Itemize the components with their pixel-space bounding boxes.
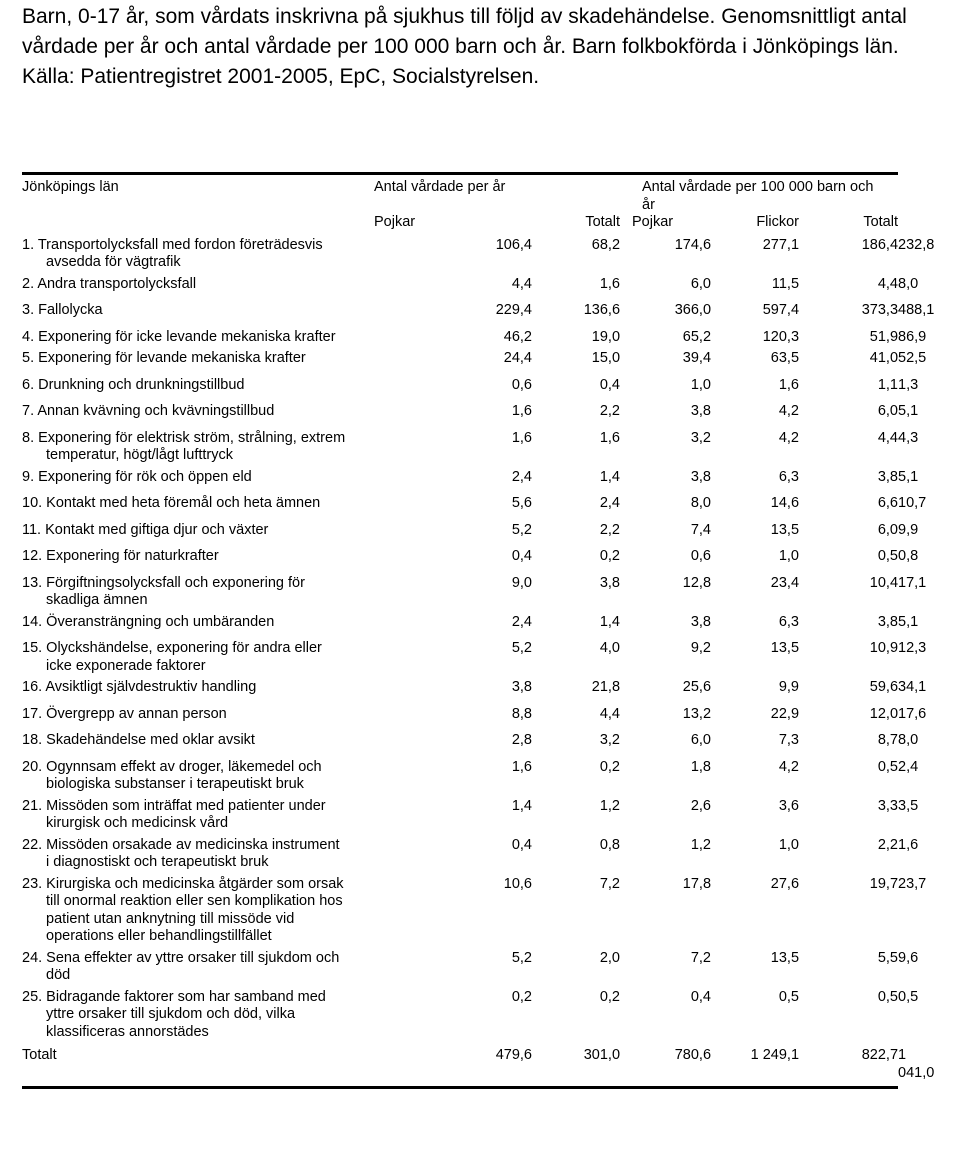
total-cell: 301,0 <box>583 1047 621 1063</box>
column-header: Totalt <box>863 214 899 230</box>
total-cell: 780,6 <box>674 1047 712 1063</box>
data-cell: 1,6 <box>599 275 621 292</box>
data-cell: 0,4 <box>690 988 712 1005</box>
data-cell: 0,5 <box>877 988 899 1005</box>
row-label: 18. Skadehändelse med oklar avsikt <box>22 732 255 748</box>
data-cell: 1,4 <box>599 613 621 630</box>
data-cell: 1,4 <box>511 797 532 814</box>
data-cell: 59,6 <box>869 679 899 695</box>
data-cell: 0,4 <box>511 548 532 564</box>
data-cell: 7,3 <box>778 732 800 748</box>
data-cell: 12,0 <box>869 705 899 722</box>
column-header: Totalt <box>585 214 621 230</box>
row-label: 23. Kirurgiska och medicinska åtgärder som orsak till onormal reaktion eller sen komplikation hos patient utan anknytning till missöde vid operations eller behandlingstillfället <box>22 875 344 944</box>
table-row: 24. Sena effekter av yttre orsaker till sjukdom och död 5,2 2,0 7,2 13,5 5,5 9,6 <box>22 950 898 989</box>
data-cell: 1,0 <box>778 548 800 564</box>
row-label: 15. Olyckshändelse, exponering för andra eller icke exponerade faktorer <box>22 640 322 674</box>
data-cell: 0,2 <box>511 988 532 1005</box>
data-cell: 5,2 <box>511 640 532 656</box>
row-label: 7. Annan kvävning och kvävningstillbud <box>22 403 275 419</box>
data-cell: 3,8 <box>690 468 712 485</box>
data-cell: 6,0 <box>690 732 712 748</box>
bottom-rule <box>22 1086 898 1089</box>
data-cell: 8,8 <box>511 705 532 722</box>
data-cell: 5,2 <box>511 949 532 966</box>
table-row: 9. Exponering för rök och öppen eld 2,4 1,4 3,8 6,3 3,8 5,1 <box>22 469 898 496</box>
data-cell: 2,2 <box>599 521 621 538</box>
table-row: 10. Kontakt med heta föremål och heta ämnen 5,6 2,4 8,0 14,6 6,6 10,7 <box>22 495 898 522</box>
column-header: Pojkar <box>632 214 674 230</box>
data-cell: 2,2 <box>877 836 899 853</box>
data-cell: 12,8 <box>682 574 712 591</box>
data-cell: 4,2 <box>778 403 800 419</box>
row-label: 20. Ogynnsam effekt av droger, läkemedel och biologiska substanser i terapeutiskt bruk <box>22 758 322 792</box>
row-label: 10. Kontakt med heta föremål och heta ämnen <box>22 495 321 511</box>
data-cell: 3,8 <box>690 613 712 630</box>
table-row: 8. Exponering för elektrisk ström, strålning, extrem temperatur, högt/lågt lufttryck 1,6 1,6 3,2 4,2 4,4 4,3 <box>22 430 898 469</box>
group-header-per-year: Antal vårdade per år <box>374 179 506 195</box>
row-label: 3. Fallolycka <box>22 302 103 318</box>
data-cell: 0,2 <box>599 548 621 564</box>
data-cell: 6,6 <box>877 495 899 511</box>
total-cell: 1 249,1 <box>750 1047 800 1063</box>
row-label: 16. Avsiktligt självdestruktiv handling <box>22 679 257 695</box>
data-cell: 27,6 <box>770 875 800 892</box>
data-cell: 3,6 <box>778 797 800 814</box>
row-label: 1. Transportolycksfall med fordon företrädesvis avsedda för vägtrafik <box>22 236 323 270</box>
data-cell: 0,5 <box>877 758 899 775</box>
data-cell: 0,4 <box>511 836 532 853</box>
data-cell: 366,0 <box>674 302 712 318</box>
data-cell: 1,0 <box>690 376 712 393</box>
data-cell: 597,4 <box>762 302 800 318</box>
data-cell: 9,2 <box>690 640 712 656</box>
row-label: 24. Sena effekter av yttre orsaker till sjukdom och död <box>22 949 340 983</box>
data-cell: 1,6 <box>511 429 532 446</box>
data-cell: 2,2 <box>599 403 621 419</box>
statistics-table <box>22 175 935 1084</box>
data-cell: 1,6 <box>599 429 621 446</box>
data-cell: 174,6 <box>674 236 712 253</box>
data-cell: 4,4 <box>511 275 532 292</box>
data-cell: 1,6 <box>778 376 800 393</box>
row-label: 17. Övergrepp av annan person <box>22 705 227 722</box>
table-row: 25. Bidragande faktorer som har samband med yttre orsaker till sjukdom och död, vilka klassificeras annorstädes 0,2 0,2 0,4 0,5 0,5 0,5 <box>22 989 898 1046</box>
data-cell: 2,4 <box>511 613 532 630</box>
table-row: 17. Övergrepp av annan person 8,8 4,4 13,2 22,9 12,0 17,6 <box>22 706 898 733</box>
table-row: 3. Fallolycka 229,4 136,6 366,0 597,4 373,3 488,1 <box>22 302 898 329</box>
data-cell: 6,3 <box>778 613 800 630</box>
data-cell: 1,2 <box>690 836 712 853</box>
column-header: Pojkar <box>374 214 416 230</box>
table-row: 2. Andra transportolycksfall 4,4 1,6 6,0 11,5 4,4 8,0 <box>22 276 898 303</box>
data-cell: 51,9 <box>869 328 899 345</box>
data-cell: 3,3 <box>877 797 899 814</box>
table-row: 20. Ogynnsam effekt av droger, läkemedel och biologiska substanser i terapeutiskt bruk 1,6 0,2 1,8 4,2 0,5 2,4 <box>22 759 898 798</box>
data-cell: 4,2 <box>778 758 800 775</box>
table-row: 11. Kontakt med giftiga djur och växter 5,2 2,2 7,4 13,5 6,0 9,9 <box>22 522 898 549</box>
data-cell: 3,8 <box>877 613 899 630</box>
data-cell: 3,8 <box>690 403 712 419</box>
data-cell: 6,0 <box>690 275 712 292</box>
data-cell: 3,8 <box>599 574 621 591</box>
data-cell: 0,8 <box>599 836 621 853</box>
data-cell: 19,7 <box>869 875 899 892</box>
table-row: 14. Överansträngning och umbäranden 2,4 1,4 3,8 6,3 3,8 5,1 <box>22 614 898 641</box>
table-row: 1. Transportolycksfall med fordon företrädesvis avsedda för vägtrafik 106,4 68,2 174,6 277,1 186,4 232,8 <box>22 237 898 276</box>
table-row: 6. Drunkning och drunkningstillbud 0,6 0,4 1,0 1,6 1,1 1,3 <box>22 377 898 404</box>
data-cell: 4,0 <box>599 640 621 656</box>
data-cell: 23,4 <box>770 574 800 591</box>
table-row: 21. Missöden som inträffat med patienter under kirurgisk och medicinsk vård 1,4 1,2 2,6 3,6 3,3 3,5 <box>22 798 898 837</box>
data-cell: 4,4 <box>877 429 899 446</box>
data-cell: 1,1 <box>877 376 899 393</box>
data-cell: 136,6 <box>583 302 621 318</box>
data-cell: 5,6 <box>511 495 532 511</box>
page-title: Barn, 0-17 år, som vårdats inskrivna på sjukhus till följd av skadehändelse. Genomsnittligt antal vårdade per år och antal vårdade per 100 000 barn och år. Barn folkbokförda i Jönköpings län. Källa: Patientregistret 2001-2005, EpC, Socialstyrelsen. <box>22 5 907 88</box>
region-header: Jönköpings län <box>22 179 119 195</box>
table-row: 13. Förgiftningsolycksfall och exponering för skadliga ämnen 9,0 3,8 12,8 23,4 10,4 17,1 <box>22 575 898 614</box>
table-row: 5. Exponering för levande mekaniska krafter 24,4 15,0 39,4 63,5 41,0 52,5 <box>22 350 898 377</box>
data-cell: 7,2 <box>599 875 621 892</box>
row-label: 21. Missöden som inträffat med patienter under kirurgisk och medicinsk vård <box>22 797 326 831</box>
statistics-table-container <box>22 172 935 1089</box>
data-cell: 17,8 <box>682 875 712 892</box>
data-cell: 13,5 <box>770 521 800 538</box>
table-body <box>22 236 935 1046</box>
row-label: 22. Missöden orsakade av medicinska instrument i diagnostiskt och terapeutiskt bruk <box>22 836 340 870</box>
data-cell: 3,8 <box>511 679 532 695</box>
data-cell: 373,3 <box>861 302 899 318</box>
data-cell: 3,2 <box>690 429 712 446</box>
data-cell: 21,8 <box>591 679 621 695</box>
data-cell: 46,2 <box>503 328 532 345</box>
data-cell: 0,5 <box>877 548 899 564</box>
table-row: 16. Avsiktligt självdestruktiv handling 3,8 21,8 25,6 9,9 59,6 34,1 <box>22 679 898 706</box>
data-cell: 39,4 <box>682 350 712 366</box>
row-label: 5. Exponering för levande mekaniska krafter <box>22 350 306 366</box>
data-cell: 229,4 <box>495 302 532 318</box>
table-row: 7. Annan kvävning och kvävningstillbud 1,6 2,2 3,8 4,2 6,0 5,1 <box>22 403 898 430</box>
data-cell: 65,2 <box>682 328 712 345</box>
table-row: 22. Missöden orsakade av medicinska instrument i diagnostiskt och terapeutiskt bruk 0,4 0,8 1,2 1,0 2,2 1,6 <box>22 837 898 876</box>
table-row: 18. Skadehändelse med oklar avsikt 2,8 3,2 6,0 7,3 8,7 8,0 <box>22 732 898 759</box>
row-label: 11. Kontakt med giftiga djur och växter <box>22 521 269 538</box>
data-cell: 186,4 <box>861 236 899 253</box>
data-cell: 41,0 <box>869 350 899 366</box>
data-cell: 6,3 <box>778 468 800 485</box>
data-cell: 19,0 <box>591 328 621 345</box>
data-cell: 4,4 <box>599 705 621 722</box>
data-cell: 0,5 <box>778 988 800 1005</box>
data-cell: 13,2 <box>682 705 712 722</box>
data-cell: 2,8 <box>511 732 532 748</box>
group-header-per-100000: Antal vårdade per 100 000 barn och år <box>642 179 874 213</box>
data-cell: 1,6 <box>511 403 532 419</box>
data-cell: 3,8 <box>877 468 899 485</box>
row-label: 6. Drunkning och drunkningstillbud <box>22 376 245 393</box>
data-cell: 106,4 <box>495 236 532 253</box>
data-cell: 5,2 <box>511 521 532 538</box>
row-label: 2. Andra transportolycksfall <box>22 275 197 292</box>
data-cell: 2,0 <box>599 949 621 966</box>
data-cell: 7,4 <box>690 521 712 538</box>
data-cell: 8,0 <box>690 495 712 511</box>
data-cell: 2,4 <box>511 468 532 485</box>
data-cell: 1,6 <box>511 758 532 775</box>
table-row: 4. Exponering för icke levande mekaniska krafter 46,2 19,0 65,2 120,3 51,9 86,9 <box>22 329 898 351</box>
data-cell: 25,6 <box>682 679 712 695</box>
data-cell: 14,6 <box>770 495 800 511</box>
row-label: 14. Överansträngning och umbäranden <box>22 613 275 630</box>
table-row: 12. Exponering för naturkrafter 0,4 0,2 0,6 1,0 0,5 0,8 <box>22 548 898 575</box>
data-cell: 4,4 <box>877 275 899 292</box>
data-cell: 1,4 <box>599 468 621 485</box>
data-cell: 4,2 <box>778 429 800 446</box>
row-label: 9. Exponering för rök och öppen eld <box>22 468 252 485</box>
data-cell: 11,5 <box>771 275 800 292</box>
row-label: 25. Bidragande faktorer som har samband med yttre orsaker till sjukdom och död, vilka klassificeras annorstädes <box>22 988 326 1040</box>
data-cell: 22,9 <box>770 705 800 722</box>
data-cell: 0,4 <box>599 376 621 393</box>
data-cell: 5,5 <box>877 949 899 966</box>
data-cell: 24,4 <box>503 350 532 366</box>
data-cell: 0,6 <box>511 376 532 393</box>
data-cell: 2,6 <box>690 797 712 814</box>
data-cell: 7,2 <box>690 949 712 966</box>
data-cell: 9,9 <box>778 679 800 695</box>
data-cell: 63,5 <box>770 350 800 366</box>
total-cell: 822,7 <box>861 1047 899 1063</box>
data-cell: 1,0 <box>778 836 800 853</box>
data-cell: 6,0 <box>877 403 899 419</box>
row-label: 8. Exponering för elektrisk ström, strålning, extrem temperatur, högt/lågt lufttryck <box>22 429 346 463</box>
data-cell: 10,9 <box>869 640 899 656</box>
data-cell: 1,2 <box>599 797 621 814</box>
data-cell: 0,2 <box>599 758 621 775</box>
total-cell: 479,6 <box>495 1047 532 1063</box>
column-header: Flickor <box>756 214 800 230</box>
data-cell: 277,1 <box>762 236 800 253</box>
data-cell: 3,2 <box>599 732 621 748</box>
data-cell: 15,0 <box>591 350 621 366</box>
data-cell: 8,7 <box>877 732 899 748</box>
table-row: 15. Olyckshändelse, exponering för andra eller icke exponerade faktorer 5,2 4,0 9,2 13,5 10,9 12,3 <box>22 640 898 679</box>
data-cell: 13,5 <box>770 949 800 966</box>
table-row: 23. Kirurgiska och medicinska åtgärder som orsak till onormal reaktion eller sen komplikation hos patient utan anknytning till missöde vid operations eller behandlingstillfället 10,6 7,2 17,8 27,6 19,7 23,7 <box>22 876 898 950</box>
data-cell: 68,2 <box>591 236 621 253</box>
row-label: 13. Förgiftningsolycksfall och exponering för skadliga ämnen <box>22 574 305 608</box>
total-label: Totalt <box>22 1047 57 1063</box>
data-cell: 0,2 <box>599 988 621 1005</box>
total-row: Totalt 479,6 301,0 780,6 1 249,1 822,7 1 041,0 <box>22 1045 898 1084</box>
data-cell: 2,4 <box>599 495 621 511</box>
header-column-row <box>22 214 898 237</box>
data-cell: 6,0 <box>877 521 899 538</box>
header-group-row <box>22 175 898 214</box>
data-cell: 1,8 <box>690 758 712 775</box>
data-cell: 0,6 <box>690 548 712 564</box>
data-cell: 9,0 <box>511 574 532 591</box>
table-header <box>22 175 898 237</box>
row-label: 12. Exponering för naturkrafter <box>22 548 219 564</box>
data-cell: 10,4 <box>869 574 899 591</box>
data-cell: 120,3 <box>762 328 800 345</box>
data-cell: 13,5 <box>770 640 800 656</box>
row-label: 4. Exponering för icke levande mekaniska krafter <box>22 328 336 345</box>
data-cell: 10,6 <box>503 875 532 892</box>
